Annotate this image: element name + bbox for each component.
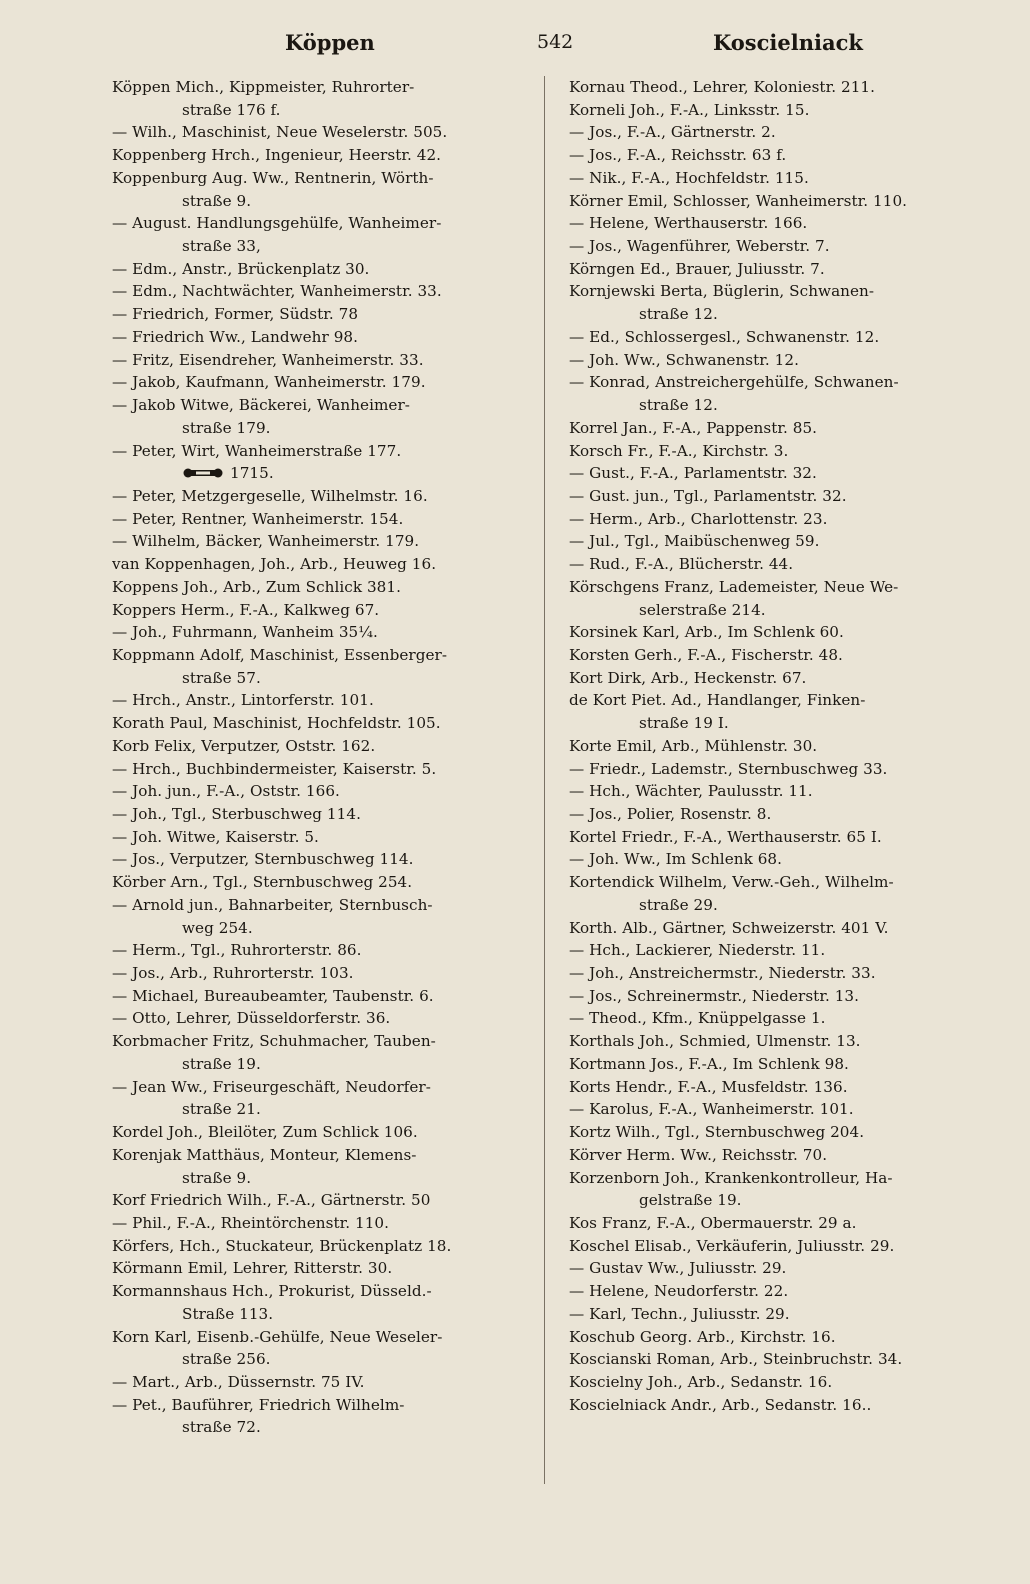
directory-line-text: Kornau Theod., Lehrer, Koloniestr. 211. — [569, 78, 876, 96]
directory-line — [112, 1076, 527, 1099]
directory-line-text: Koscielny Joh., Arb., Sedanstr. 16. — [569, 1372, 833, 1391]
directory-line-text: — Friedrich, Former, Südstr. 78 — [112, 305, 359, 324]
directory-line — [112, 417, 527, 440]
directory-line — [569, 1189, 984, 1212]
directory-line-text: — Jos., Polier, Rosenstr. 8. — [569, 805, 772, 823]
directory-line-text: — Karl, Techn., Juliusstr. 29. — [569, 1304, 790, 1323]
directory-line-text: — Hch., Wächter, Paulusstr. 11. — [569, 782, 813, 801]
directory-line — [112, 1098, 527, 1121]
directory-line — [569, 962, 984, 985]
directory-line — [569, 167, 984, 190]
directory-line — [569, 371, 984, 394]
directory-line — [112, 758, 527, 781]
directory-line — [569, 712, 984, 735]
directory-line-text: — Jos., Wagenführer, Weberstr. 7. — [569, 237, 830, 256]
directory-line — [112, 1007, 527, 1030]
directory-line-text: straße 57. — [182, 668, 261, 687]
directory-line — [569, 121, 984, 144]
directory-line — [112, 1348, 527, 1371]
directory-line — [569, 1257, 984, 1280]
directory-line-text: Straße 113. — [182, 1304, 274, 1323]
directory-line — [569, 235, 984, 258]
directory-line — [112, 1235, 527, 1258]
directory-line — [112, 985, 527, 1008]
directory-line-text: — Edm., Anstr., Brückenplatz 30. — [112, 259, 370, 278]
directory-line — [569, 735, 984, 758]
directory-line — [569, 1121, 984, 1144]
directory-line — [112, 1030, 527, 1053]
directory-line-text: — Gustav Ww., Juliusstr. 29. — [569, 1259, 787, 1278]
directory-line — [569, 1212, 984, 1235]
directory-line — [112, 212, 527, 235]
directory-line-text: Koppmann Adolf, Maschinist, Essenberger- — [112, 645, 448, 664]
directory-line — [112, 1167, 527, 1190]
directory-line-text: Korenjak Matthäus, Monteur, Klemens- — [112, 1145, 417, 1164]
directory-line-text: — Joh. Ww., Im Schlenk 68. — [569, 850, 783, 869]
directory-line-text: straße 19 I. — [639, 714, 729, 733]
directory-line-text: Koppers Herm., F.-A., Kalkweg 67. — [112, 600, 380, 619]
directory-line-text: — Helene, Werthauserstr. 166. — [569, 214, 808, 233]
directory-line — [112, 848, 527, 871]
directory-line — [569, 485, 984, 508]
directory-line — [569, 530, 984, 553]
directory-line-text: — Jos., F.-A., Gärtnerstr. 2. — [569, 123, 776, 142]
directory-line — [112, 440, 527, 463]
directory-line-text: — Peter, Rentner, Wanheimerstr. 154. — [112, 509, 404, 528]
directory-line-text: straße 19. — [182, 1054, 261, 1073]
directory-line — [569, 1235, 984, 1258]
directory-line — [569, 780, 984, 803]
directory-line-text: — Hrch., Buchbindermeister, Kaiserstr. 5. — [112, 759, 437, 778]
directory-line — [112, 371, 527, 394]
directory-line-text: — Jul., Tgl., Maibüschenweg 59. — [569, 532, 820, 551]
directory-line — [569, 553, 984, 576]
page-number: 542 — [537, 31, 574, 53]
directory-line — [569, 576, 984, 599]
directory-line — [112, 1189, 527, 1212]
directory-line — [569, 326, 984, 349]
directory-line — [112, 235, 527, 258]
directory-line-text: Korte Emil, Arb., Mühlenstr. 30. — [569, 736, 818, 755]
directory-line-text: Kortmann Jos., F.-A., Im Schlenk 98. — [569, 1054, 849, 1073]
directory-line-text: Korthals Joh., Schmied, Ulmenstr. 13. — [569, 1032, 861, 1051]
directory-line — [112, 326, 527, 349]
directory-line-text: Kortel Friedr., F.-A., Werthauserstr. 65 I. — [569, 827, 882, 846]
running-header — [0, 30, 1030, 60]
directory-line — [569, 76, 984, 99]
directory-line — [112, 962, 527, 985]
directory-line-text: Kormannshaus Hch., Prokurist, Düsseld.- — [112, 1282, 432, 1301]
directory-line — [569, 190, 984, 213]
directory-line — [569, 758, 984, 781]
directory-line — [569, 508, 984, 531]
directory-line-text: — Hch., Lackierer, Niederstr. 11. — [569, 941, 826, 960]
directory-line — [569, 644, 984, 667]
directory-line-text: straße 72. — [182, 1418, 261, 1437]
directory-line — [112, 1212, 527, 1235]
directory-line — [112, 303, 527, 326]
directory-line-text: — Jakob Witwe, Bäckerei, Wanheimer- — [112, 396, 410, 415]
directory-line-text: Koscielniack Andr., Arb., Sedanstr. 16.. — [569, 1395, 872, 1414]
directory-line — [569, 1303, 984, 1326]
directory-line-text: — Joh., Anstreichermstr., Niederstr. 33. — [569, 964, 876, 983]
directory-line-text: — Jos., Schreinermstr., Niederstr. 13. — [569, 986, 860, 1005]
directory-line-text: Koppenberg Hrch., Ingenieur, Heerstr. 42. — [112, 146, 442, 165]
directory-line-text: — Phil., F.-A., Rheintörchenstr. 110. — [112, 1213, 390, 1232]
directory-line — [112, 462, 527, 485]
directory-line — [112, 508, 527, 531]
column-divider — [544, 76, 545, 1484]
directory-line-text: — Konrad, Anstreichergehülfe, Schwanen- — [569, 373, 899, 392]
directory-line — [569, 1371, 984, 1394]
directory-line-text: straße 9. — [182, 191, 252, 210]
directory-line-text: de Kort Piet. Ad., Handlanger, Finken- — [569, 691, 866, 710]
directory-line — [569, 440, 984, 463]
directory-line-text: Körfers, Hch., Stuckateur, Brückenplatz 18. — [112, 1236, 452, 1255]
directory-line-text: selerstraße 214. — [639, 600, 766, 619]
directory-line-text: Köppen Mich., Kippmeister, Ruhrorter- — [112, 78, 415, 96]
directory-line-text: — Joh. jun., F.-A., Oststr. 166. — [112, 782, 340, 801]
directory-line-text: straße 176 f. — [182, 100, 281, 119]
directory-line — [112, 939, 527, 962]
directory-line — [112, 1394, 527, 1417]
directory-line — [112, 1416, 527, 1439]
directory-line-text: — Friedrich Ww., Landwehr 98. — [112, 327, 359, 346]
directory-line-text: Kos Franz, F.-A., Obermauerstr. 29 a. — [569, 1213, 857, 1232]
directory-line-text: Korbmacher Fritz, Schuhmacher, Tauben- — [112, 1032, 436, 1051]
directory-line-text: — Herm., Tgl., Ruhrorterstr. 86. — [112, 941, 362, 960]
directory-line — [112, 76, 527, 99]
directory-line-text: — Friedr., Lademstr., Sternbuschweg 33. — [569, 759, 888, 778]
directory-line-text: Körmann Emil, Lehrer, Ritterstr. 30. — [112, 1259, 393, 1278]
directory-line — [569, 1053, 984, 1076]
directory-line — [569, 894, 984, 917]
directory-line — [112, 894, 527, 917]
directory-line-text: — Joh. Ww., Schwanenstr. 12. — [569, 350, 799, 369]
directory-line — [112, 349, 527, 372]
directory-line-text: — Wilh., Maschinist, Neue Weselerstr. 505. — [112, 123, 448, 142]
directory-line-text: — Mart., Arb., Düssernstr. 75 IV. — [112, 1372, 365, 1391]
directory-line — [569, 99, 984, 122]
directory-line — [569, 462, 984, 485]
directory-line-text: — Rud., F.-A., Blücherstr. 44. — [569, 555, 794, 574]
directory-line — [569, 826, 984, 849]
directory-line-text: — Otto, Lehrer, Düsseldorferstr. 36. — [112, 1009, 391, 1028]
directory-line — [569, 599, 984, 622]
directory-line — [112, 667, 527, 690]
directory-line — [112, 280, 527, 303]
directory-line — [112, 599, 527, 622]
directory-line-text: — Helene, Neudorferstr. 22. — [569, 1282, 789, 1301]
directory-line — [569, 848, 984, 871]
directory-line-text: — Jos., Verputzer, Sternbuschweg 114. — [112, 850, 414, 869]
directory-line-text: — Arnold jun., Bahnarbeiter, Sternbusch- — [112, 895, 433, 914]
directory-line — [569, 871, 984, 894]
directory-line-text: straße 12. — [639, 305, 718, 324]
directory-line — [112, 190, 527, 213]
directory-line-text: — Edm., Nachtwächter, Wanheimerstr. 33. — [112, 282, 442, 301]
directory-line-text: — Gust., F.-A., Parlamentstr. 32. — [569, 464, 817, 483]
header-left-catchword: Köppen — [285, 30, 375, 55]
directory-line — [112, 735, 527, 758]
directory-line — [569, 144, 984, 167]
directory-line-text: — Joh., Tgl., Sterbuschweg 114. — [112, 805, 361, 823]
directory-line-text: — Wilhelm, Bäcker, Wanheimerstr. 179. — [112, 532, 420, 551]
directory-line — [112, 144, 527, 167]
directory-line-text: — Gust. jun., Tgl., Parlamentstr. 32. — [569, 486, 847, 505]
directory-line-text: — Jakob, Kaufmann, Wanheimerstr. 179. — [112, 373, 426, 392]
directory-line-text: — Hrch., Anstr., Lintorferstr. 101. — [112, 691, 374, 710]
directory-line-text: Korts Hendr., F.-A., Musfeldstr. 136. — [569, 1077, 848, 1096]
directory-line-text: Koppenburg Aug. Ww., Rentnerin, Wörth- — [112, 168, 434, 187]
left-column — [112, 76, 527, 1439]
directory-line — [569, 1076, 984, 1099]
directory-line-text: Korb Felix, Verputzer, Oststr. 162. — [112, 736, 376, 755]
directory-line — [112, 530, 527, 553]
directory-line — [569, 1326, 984, 1349]
directory-line-text: van Koppenhagen, Joh., Arb., Heuweg 16. — [112, 555, 437, 574]
directory-line — [569, 1280, 984, 1303]
directory-line-text: 1715. — [230, 464, 274, 483]
directory-line-text: straße 256. — [182, 1350, 271, 1369]
directory-line-text: Kornjewski Berta, Büglerin, Schwanen- — [569, 282, 875, 301]
directory-line — [569, 280, 984, 303]
directory-line — [112, 553, 527, 576]
directory-line — [112, 803, 527, 826]
directory-line — [569, 417, 984, 440]
directory-line-text: straße 29. — [639, 895, 718, 914]
directory-line-text: — Michael, Bureaubeamter, Taubenstr. 6. — [112, 986, 434, 1005]
directory-line-text: — Karolus, F.-A., Wanheimerstr. 101. — [569, 1100, 854, 1119]
directory-line — [569, 258, 984, 281]
directory-line-text: Koscianski Roman, Arb., Steinbruchstr. 34. — [569, 1350, 903, 1369]
directory-line-text: gelstraße 19. — [639, 1191, 742, 1210]
directory-line-text: — Jos., F.-A., Reichsstr. 63 f. — [569, 146, 787, 165]
directory-line-text: straße 179. — [182, 418, 271, 437]
directory-line-text: — Pet., Bauführer, Friedrich Wilhelm- — [112, 1395, 405, 1414]
directory-line — [112, 1326, 527, 1349]
directory-line — [112, 871, 527, 894]
directory-line — [569, 349, 984, 372]
directory-line-text: — Herm., Arb., Charlottenstr. 23. — [569, 509, 828, 528]
directory-line — [112, 1257, 527, 1280]
directory-line — [569, 394, 984, 417]
directory-line — [112, 644, 527, 667]
directory-line-text: Koschub Georg. Arb., Kirchstr. 16. — [569, 1327, 836, 1346]
directory-line — [112, 689, 527, 712]
directory-line — [112, 576, 527, 599]
directory-line — [569, 667, 984, 690]
directory-line-text: straße 33, — [182, 237, 261, 256]
directory-line — [112, 917, 527, 940]
directory-line — [569, 303, 984, 326]
directory-line — [112, 167, 527, 190]
directory-line-text: Korsch Fr., F.-A., Kirchstr. 3. — [569, 441, 789, 460]
directory-line-text: — Nik., F.-A., Hochfeldstr. 115. — [569, 168, 809, 187]
directory-line — [569, 1167, 984, 1190]
directory-line-text: Kort Dirk, Arb., Heckenstr. 67. — [569, 668, 807, 687]
directory-line-text: Körngen Ed., Brauer, Juliusstr. 7. — [569, 259, 825, 278]
directory-line — [112, 258, 527, 281]
directory-line — [112, 99, 527, 122]
directory-line-text: Korzenborn Joh., Krankenkontrolleur, Ha- — [569, 1168, 893, 1187]
directory-line-text: straße 21. — [182, 1100, 261, 1119]
directory-line-text: Koschel Elisab., Verkäuferin, Juliusstr. 29. — [569, 1236, 895, 1255]
directory-line — [569, 1030, 984, 1053]
directory-line — [569, 985, 984, 1008]
directory-line — [569, 1098, 984, 1121]
directory-line-text: Körner Emil, Schlosser, Wanheimerstr. 110. — [569, 191, 908, 210]
directory-line-text: Körber Arn., Tgl., Sternbuschweg 254. — [112, 873, 413, 892]
directory-line-text: — Peter, Metzgergeselle, Wilhelmstr. 16. — [112, 486, 428, 505]
directory-line — [112, 485, 527, 508]
directory-line-text: weg 254. — [182, 918, 253, 937]
directory-line-text: — Theod., Kfm., Knüppelgasse 1. — [569, 1009, 826, 1028]
directory-line-text: Korn Karl, Eisenb.-Gehülfe, Neue Weseler- — [112, 1327, 443, 1346]
directory-line-text: Korth. Alb., Gärtner, Schweizerstr. 401 V. — [569, 918, 889, 937]
directory-line-text: — Joh. Witwe, Kaiserstr. 5. — [112, 827, 319, 846]
directory-line — [569, 939, 984, 962]
directory-line — [569, 917, 984, 940]
directory-line — [569, 689, 984, 712]
directory-line-text: Kortendick Wilhelm, Verw.-Geh., Wilhelm- — [569, 873, 894, 892]
directory-line-text: Korsten Gerh., F.-A., Fischerstr. 48. — [569, 645, 843, 664]
directory-line — [569, 1007, 984, 1030]
directory-line — [569, 1348, 984, 1371]
directory-line-text: — Jean Ww., Friseurgeschäft, Neudorfer- — [112, 1077, 431, 1096]
directory-line — [112, 1053, 527, 1076]
directory-line-text: Korsinek Karl, Arb., Im Schlenk 60. — [569, 623, 844, 642]
directory-line — [112, 1280, 527, 1303]
directory-line-text: — Jos., Arb., Ruhrorterstr. 103. — [112, 964, 354, 983]
directory-line — [112, 621, 527, 644]
directory-line — [569, 212, 984, 235]
directory-line-text: Korneli Joh., F.-A., Linksstr. 15. — [569, 100, 810, 119]
right-column — [569, 76, 984, 1416]
directory-line — [112, 1121, 527, 1144]
directory-line — [569, 621, 984, 644]
directory-line — [569, 1394, 984, 1417]
directory-line-text: Kordel Joh., Bleilöter, Zum Schlick 106. — [112, 1123, 418, 1142]
directory-line-text: Korf Friedrich Wilh., F.-A., Gärtnerstr. 50 — [112, 1191, 431, 1210]
directory-line — [112, 121, 527, 144]
directory-line-text: — Peter, Wirt, Wanheimerstraße 177. — [112, 441, 402, 460]
directory-line — [112, 1303, 527, 1326]
header-right-catchword: Koscielniack — [713, 30, 863, 55]
directory-line-text: — Fritz, Eisendreher, Wanheimerstr. 33. — [112, 350, 424, 369]
directory-line-text: — Ed., Schlossergesl., Schwanenstr. 12. — [569, 327, 880, 346]
directory-line — [112, 394, 527, 417]
directory-line-text: straße 9. — [182, 1168, 252, 1187]
directory-line-text: straße 12. — [639, 396, 718, 415]
directory-line-text: Koppens Joh., Arb., Zum Schlick 381. — [112, 577, 401, 596]
directory-line-text: Kortz Wilh., Tgl., Sternbuschweg 204. — [569, 1123, 865, 1142]
directory-line-text: Körver Herm. Ww., Reichsstr. 70. — [569, 1145, 828, 1164]
directory-line — [569, 803, 984, 826]
directory-line — [112, 1144, 527, 1167]
directory-line — [112, 780, 527, 803]
directory-line-text: Körschgens Franz, Lademeister, Neue We- — [569, 577, 899, 596]
directory-line-text: Korrel Jan., F.-A., Pappenstr. 85. — [569, 418, 818, 437]
directory-line-text: Korath Paul, Maschinist, Hochfeldstr. 105. — [112, 714, 441, 733]
directory-line — [569, 1144, 984, 1167]
directory-line — [112, 1371, 527, 1394]
directory-line — [112, 712, 527, 735]
directory-line-text: — August. Handlungsgehülfe, Wanheimer- — [112, 214, 442, 233]
directory-line-text: — Joh., Fuhrmann, Wanheim 35¼. — [112, 623, 378, 642]
telephone-icon — [182, 467, 224, 479]
directory-line — [112, 826, 527, 849]
